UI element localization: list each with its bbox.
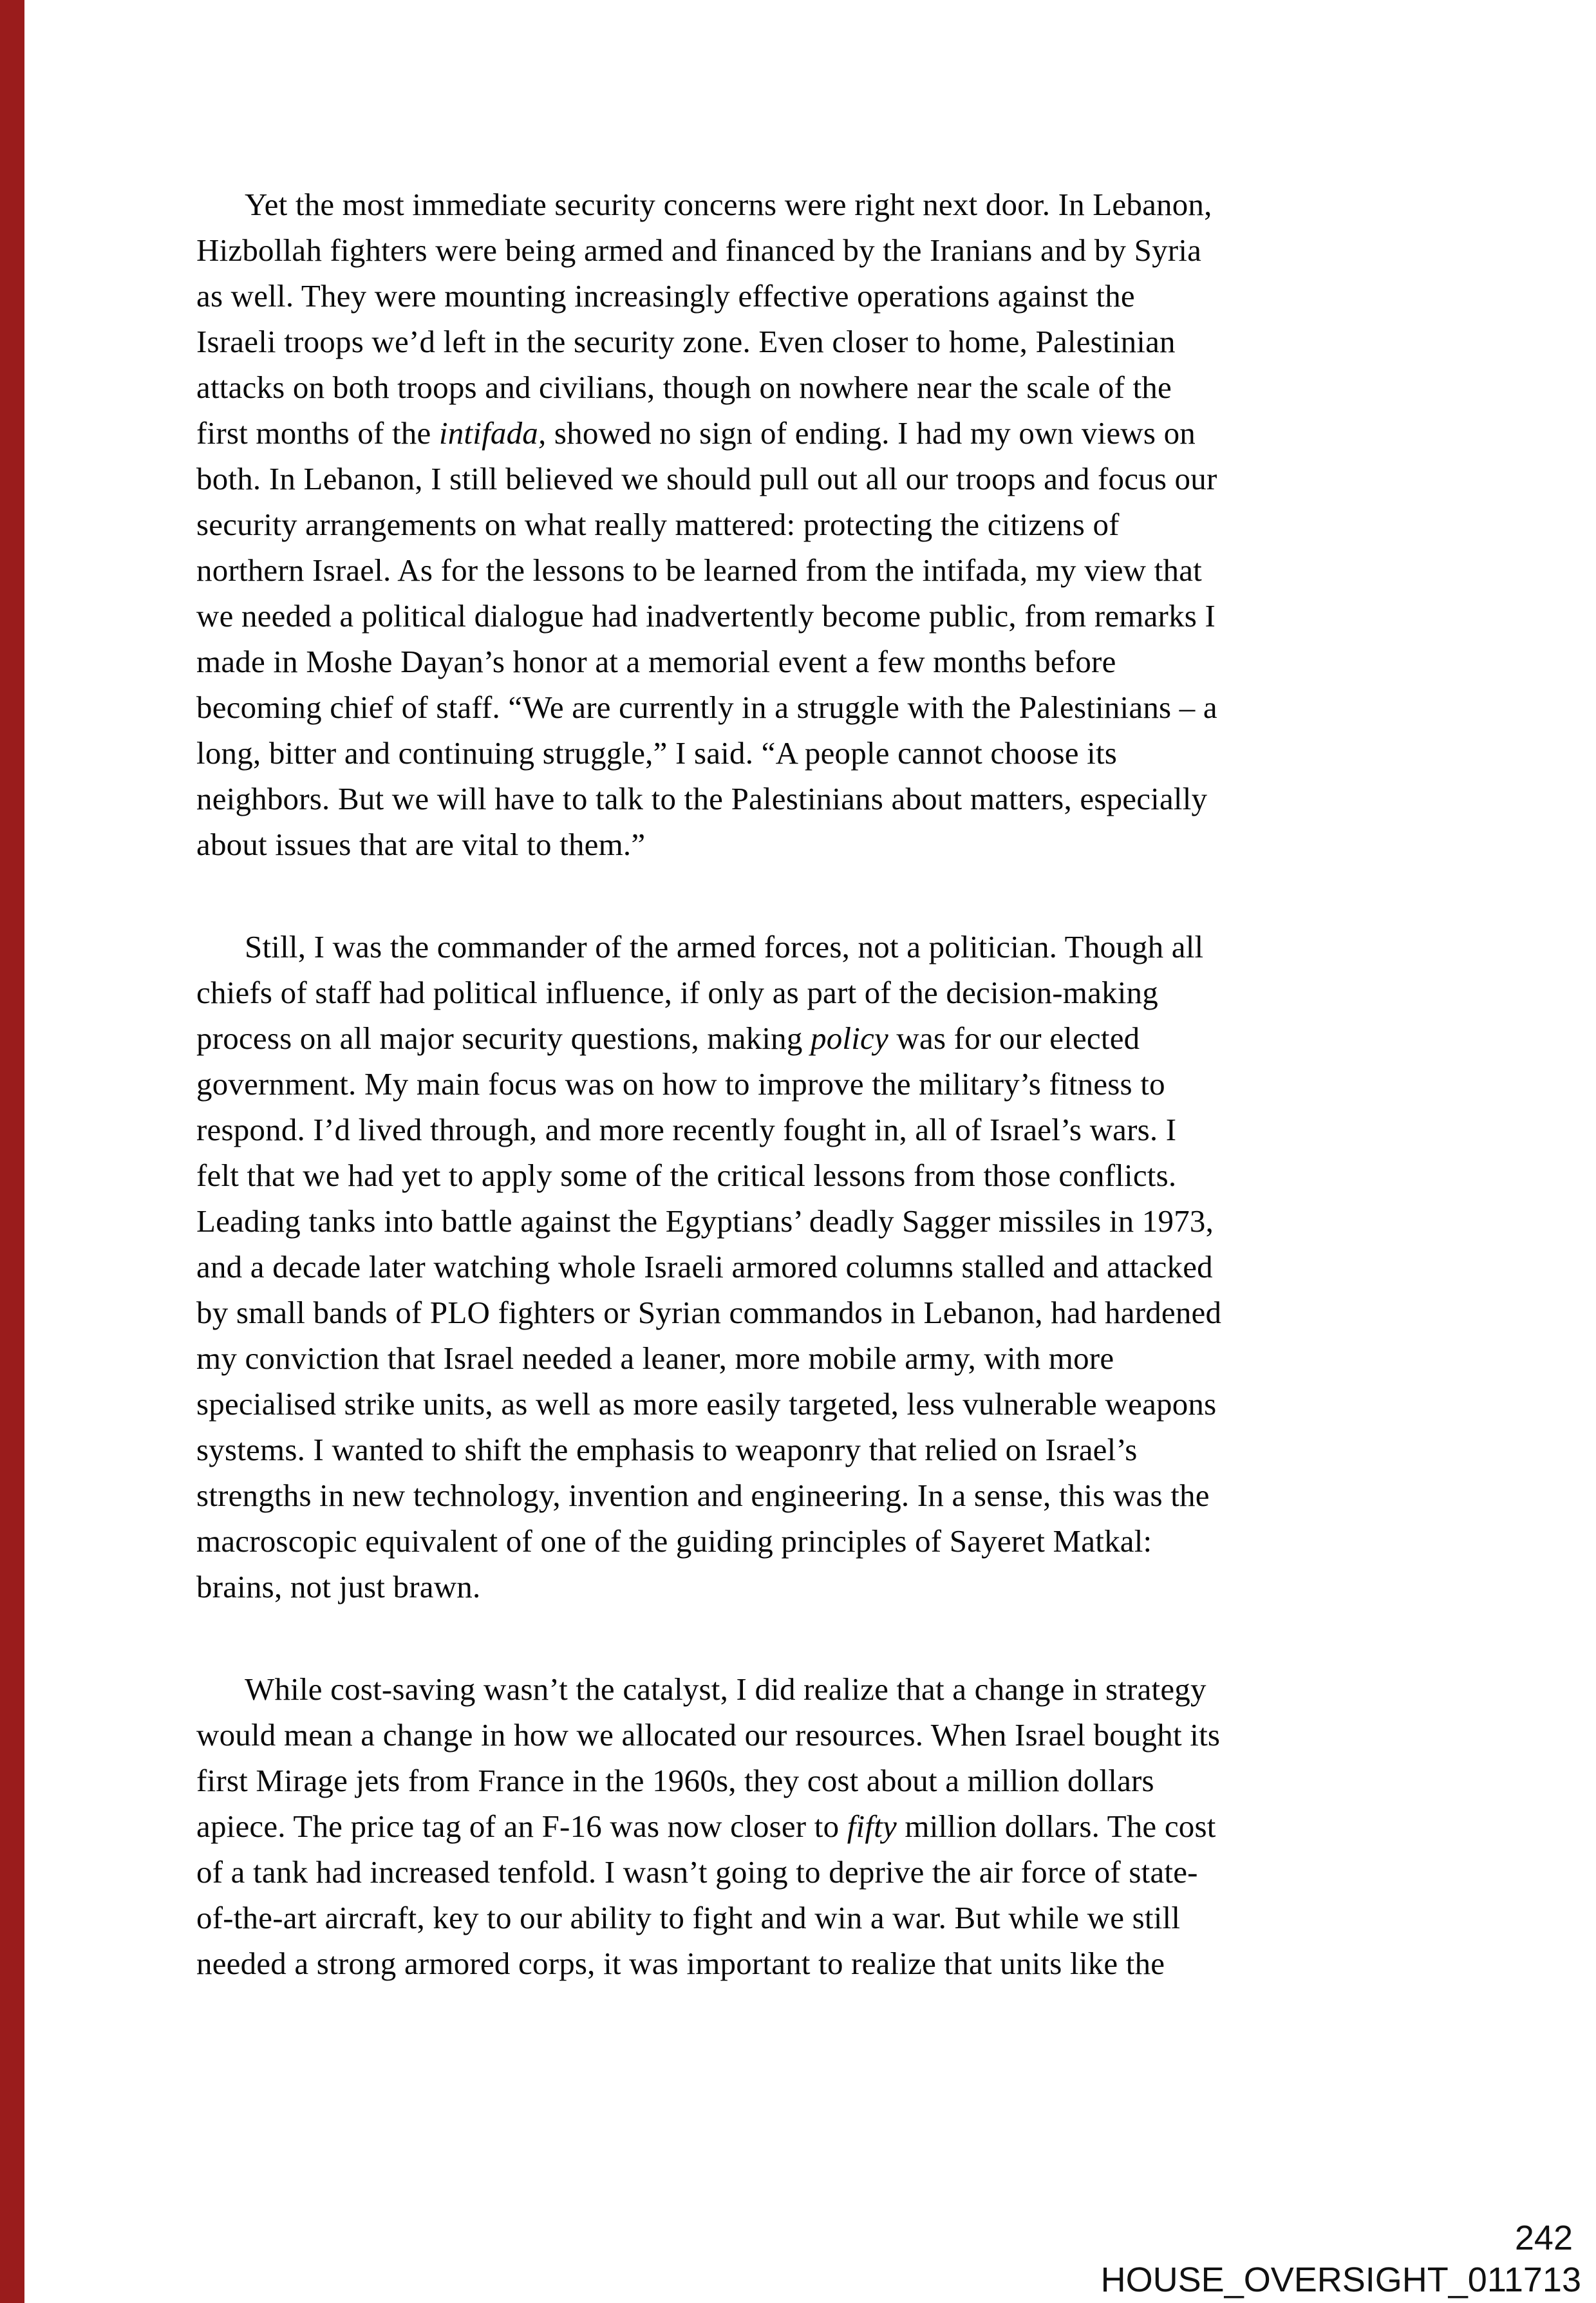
text-line (196, 456, 1458, 502)
text-line (196, 822, 1458, 867)
text-segment: felt that we had yet to apply some of the critical lessons from those conflicts. (196, 1158, 1177, 1193)
italic-text-segment: intifada, (438, 415, 547, 451)
red-edge-stripe (0, 0, 24, 2303)
text-line (196, 1381, 1458, 1427)
text-line (196, 1564, 1458, 1610)
text-line (196, 1895, 1458, 1941)
text-segment: and a decade later watching whole Israeli armored columns stalled and attacked (196, 1249, 1213, 1284)
text-line (196, 182, 1458, 227)
text-segment: becoming chief of staff. “We are currently in a struggle with the Palestinians – a (196, 690, 1217, 725)
text-line (196, 776, 1458, 822)
text-line (196, 1472, 1458, 1518)
text-line (196, 1803, 1458, 1849)
page-number: 242 (1514, 2219, 1573, 2257)
text-line (196, 1107, 1458, 1152)
text-segment: specialised strike units, as well as more easily targeted, less vulnerable weapons (196, 1386, 1217, 1422)
text-segment: Still, I was the commander of the armed forces, not a politician. Though all (245, 929, 1204, 964)
text-segment: brains, not just brawn. (196, 1569, 481, 1604)
text-segment: While cost-saving wasn’t the catalyst, I did realize that a change in strategy (245, 1671, 1206, 1707)
text-segment: apiece. The price tag of an F-16 was now closer to (196, 1809, 847, 1844)
text-line (196, 1849, 1458, 1895)
text-segment: showed no sign of ending. I had my own views on (546, 415, 1196, 451)
text-line (196, 273, 1458, 319)
text-line (196, 639, 1458, 684)
text-line (196, 1941, 1458, 1986)
text-line (196, 1152, 1458, 1198)
text-line (196, 924, 1458, 970)
paragraph (196, 182, 1458, 867)
text-segment: first Mirage jets from France in the 1960s, they cost about a million dollars (196, 1763, 1154, 1798)
text-line (196, 730, 1458, 776)
text-segment: neighbors. But we will have to talk to the Palestinians about matters, especially (196, 781, 1208, 816)
text-line (196, 684, 1458, 730)
text-line (196, 1518, 1458, 1564)
text-line (196, 1427, 1458, 1472)
text-line (196, 1666, 1458, 1712)
text-segment: government. My main focus was on how to improve the military’s fitness to (196, 1066, 1165, 1102)
text-line (196, 970, 1458, 1015)
text-segment: Hizbollah fighters were being armed and financed by the Iranians and by Syria (196, 232, 1202, 268)
text-line (196, 410, 1458, 456)
text-line (196, 502, 1458, 547)
italic-text-segment: fifty (847, 1809, 897, 1844)
text-segment: million dollars. The cost (896, 1809, 1216, 1844)
text-segment: long, bitter and continuing struggle,” I said. “A people cannot choose its (196, 735, 1118, 771)
text-line (196, 1244, 1458, 1290)
text-segment: Yet the most immediate security concerns were right next door. In Lebanon, (245, 187, 1212, 222)
text-line (196, 1335, 1458, 1381)
paragraph (196, 924, 1458, 1610)
text-segment: of-the-art aircraft, key to our ability to fight and win a war. But while we still (196, 1900, 1181, 1935)
text-segment: by small bands of PLO fighters or Syrian commandos in Lebanon, had hardened (196, 1295, 1222, 1330)
text-segment: about issues that are vital to them.” (196, 827, 646, 862)
text-segment: was for our elected (888, 1020, 1140, 1056)
text-segment: both. In Lebanon, I still believed we should pull out all our troops and focus our (196, 461, 1217, 496)
text-segment: Israeli troops we’d left in the security zone. Even closer to home, Palestinian (196, 324, 1176, 359)
text-line (196, 1758, 1458, 1803)
text-segment: macroscopic equivalent of one of the guiding principles of Sayeret Matkal: (196, 1523, 1152, 1559)
text-line (196, 1712, 1458, 1758)
text-segment: my conviction that Israel needed a leaner, more mobile army, with more (196, 1340, 1114, 1376)
text-segment: systems. I wanted to shift the emphasis to weaponry that relied on Israel’s (196, 1432, 1138, 1467)
text-line (196, 319, 1458, 364)
text-segment: we needed a political dialogue had inadvertently become public, from remarks I (196, 598, 1216, 634)
text-segment: Leading tanks into battle against the Egyptians’ deadly Sagger missiles in 1973, (196, 1203, 1214, 1239)
text-line (196, 1198, 1458, 1244)
text-segment: attacks on both troops and civilians, though on nowhere near the scale of the (196, 370, 1172, 405)
body-text (196, 182, 1458, 1986)
text-segment: would mean a change in how we allocated our resources. When Israel bought its (196, 1717, 1221, 1753)
text-segment: respond. I’d lived through, and more recently fought in, all of Israel’s wars. I (196, 1112, 1177, 1147)
text-segment: security arrangements on what really mattered: protecting the citizens of (196, 507, 1120, 542)
text-line (196, 547, 1458, 593)
text-segment: process on all major security questions, making (196, 1020, 811, 1056)
text-segment: of a tank had increased tenfold. I wasn’t going to deprive the air force of state- (196, 1854, 1198, 1890)
paragraph (196, 1666, 1458, 1986)
text-line (196, 227, 1458, 273)
text-segment: chiefs of staff had political influence, if only as part of the decision-making (196, 975, 1158, 1010)
text-line (196, 364, 1458, 410)
text-segment: as well. They were mounting increasingly effective operations against the (196, 278, 1135, 314)
bates-number: HOUSE_OVERSIGHT_011713 (1100, 2261, 1581, 2299)
text-segment: needed a strong armored corps, it was important to realize that units like the (196, 1946, 1165, 1981)
text-segment: made in Moshe Dayan’s honor at a memorial event a few months before (196, 644, 1116, 679)
text-segment: first months of the (196, 415, 439, 451)
text-line (196, 1290, 1458, 1335)
text-line (196, 1015, 1458, 1061)
text-segment: northern Israel. As for the lessons to be learned from the intifada, my view that (196, 552, 1202, 588)
text-segment: strengths in new technology, invention and engineering. In a sense, this was the (196, 1478, 1210, 1513)
text-line (196, 593, 1458, 639)
text-line (196, 1061, 1458, 1107)
italic-text-segment: policy (811, 1020, 888, 1056)
